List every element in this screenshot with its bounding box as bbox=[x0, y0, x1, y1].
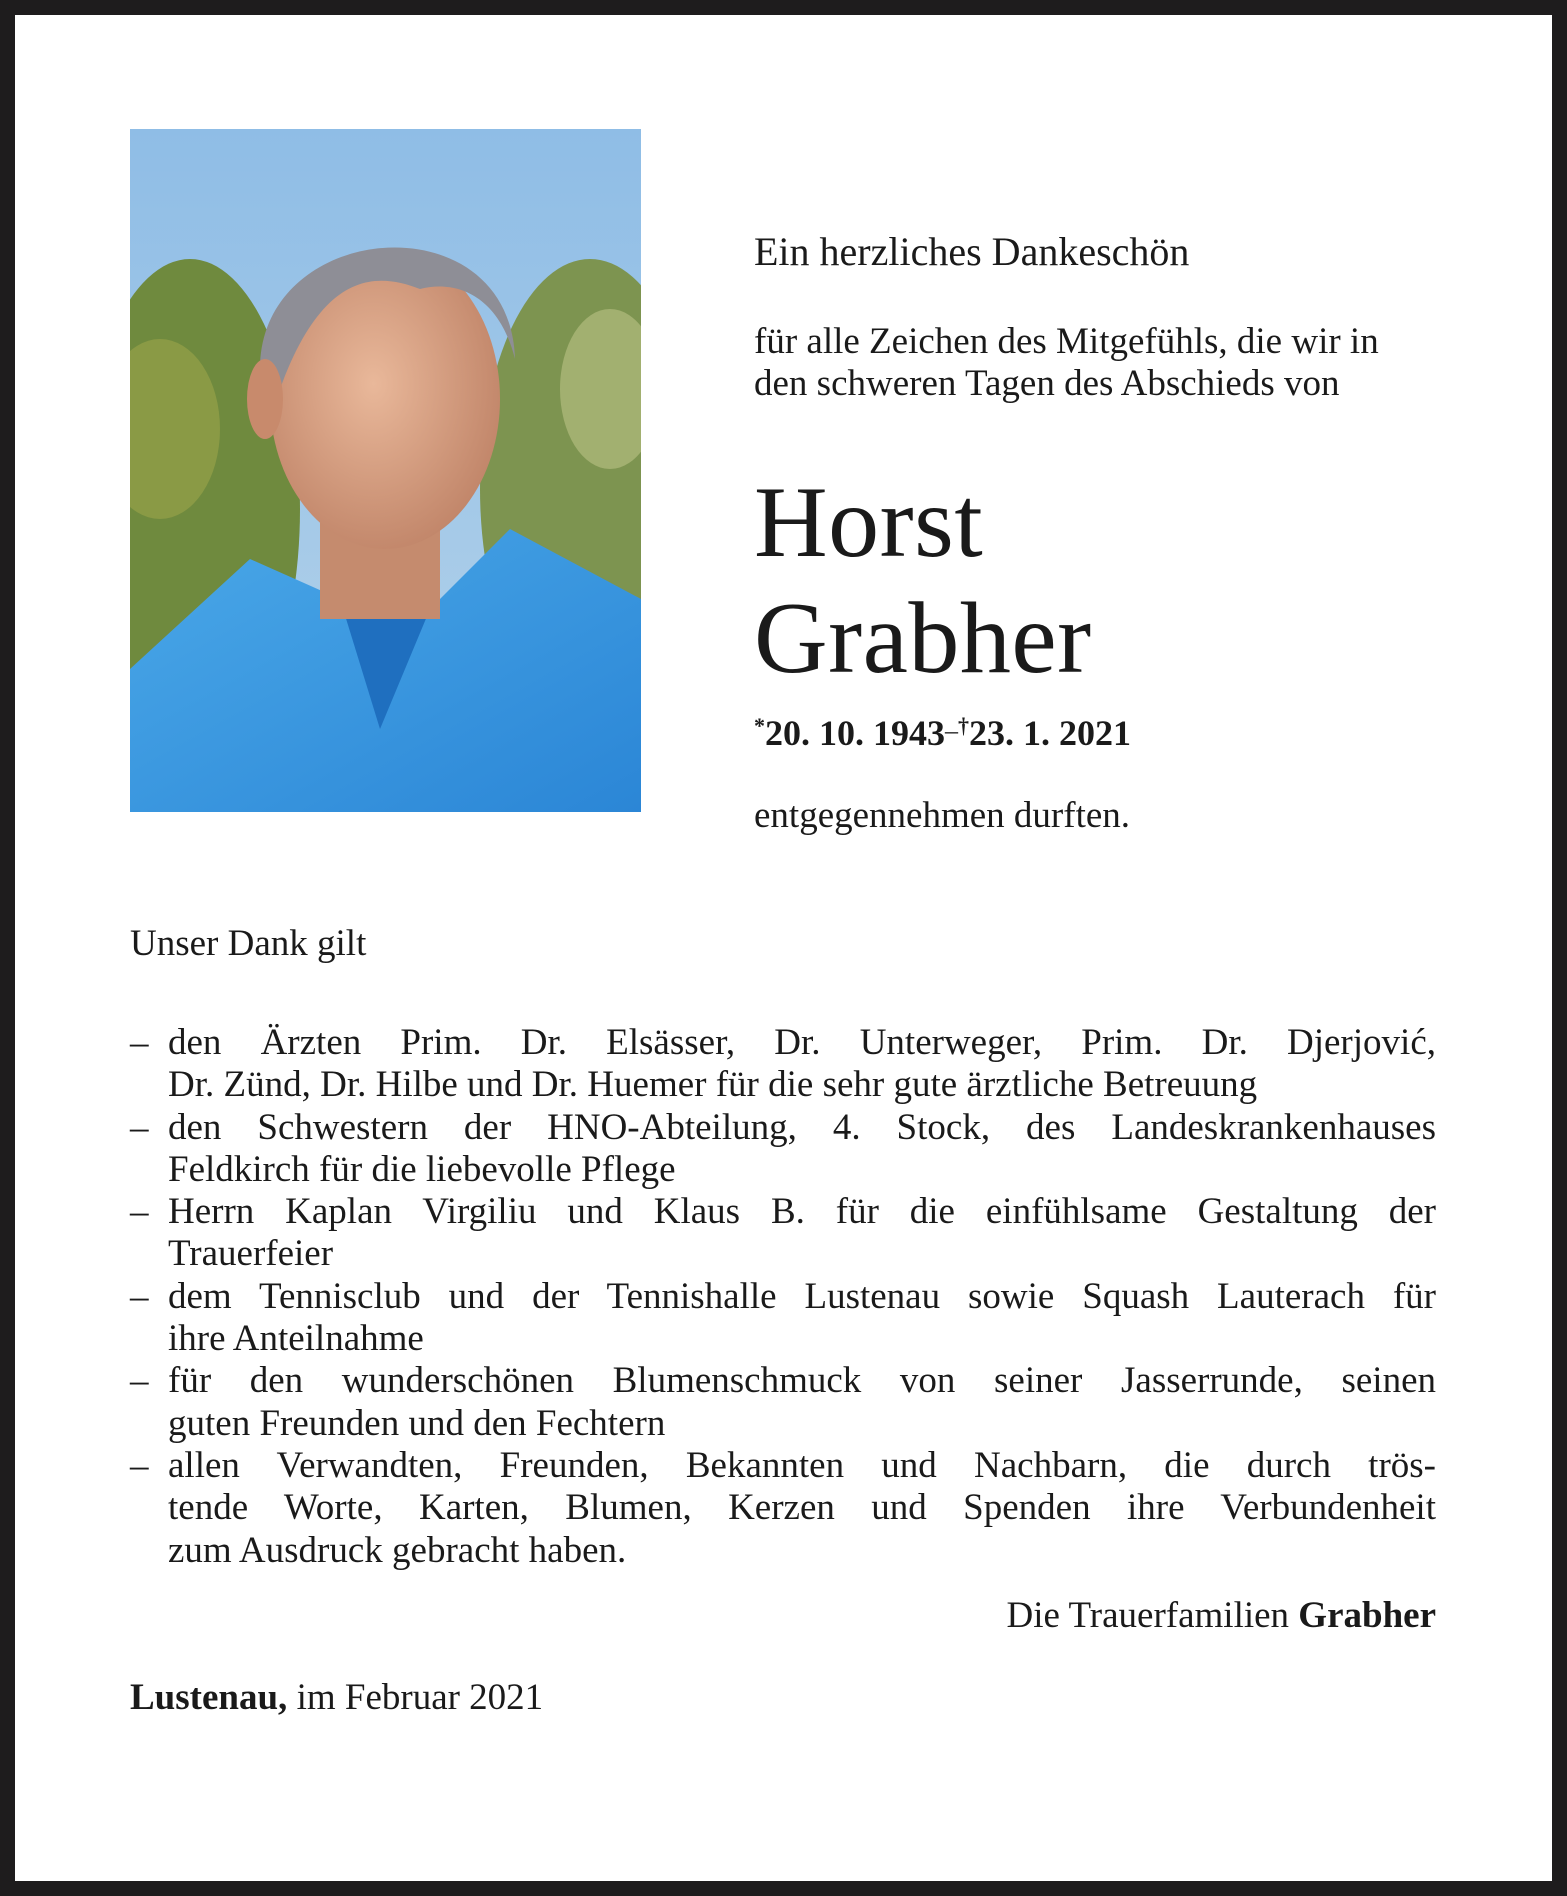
list-dash: – bbox=[130, 1360, 149, 1402]
list-dash: – bbox=[130, 1106, 149, 1148]
date-dash: – bbox=[945, 716, 958, 745]
birth-date: 20. 10. 1943 bbox=[765, 713, 945, 753]
thanks-list-item bbox=[130, 1445, 1436, 1572]
closing-text: entgegennehmen durften. bbox=[754, 795, 1131, 836]
birth-symbol: * bbox=[754, 713, 765, 738]
thanks-list-item bbox=[130, 1107, 1436, 1192]
list-dash: – bbox=[130, 1275, 149, 1317]
list-dash: – bbox=[130, 1022, 149, 1063]
death-symbol: † bbox=[958, 713, 969, 738]
thanks-item-line: Trauerfeier bbox=[168, 1233, 334, 1275]
thanks-item-line: Feldkirch für die liebevolle Pflege bbox=[168, 1148, 676, 1190]
life-dates bbox=[754, 705, 1436, 754]
thanks-item-line: ihre Anteilnahme bbox=[168, 1318, 424, 1360]
signature-family-name: Grabher bbox=[1298, 1595, 1436, 1636]
intro-line: für alle Zeichen des Mitgefühls, die wir in bbox=[754, 321, 1379, 362]
signature bbox=[1006, 1595, 1436, 1637]
date-line: im Februar 2021 bbox=[296, 1677, 544, 1718]
thanks-item-line: den Schwestern der HNO-Abteilung, 4. Stock, des Landeskrankenhauses bbox=[168, 1106, 1436, 1148]
thanks-list-item bbox=[130, 1276, 1436, 1361]
thanks-heading: Unser Dank gilt bbox=[130, 923, 367, 964]
thanks-list-item bbox=[130, 1022, 1436, 1107]
list-dash: – bbox=[130, 1444, 149, 1486]
thanks-item-line: dem Tennisclub und der Tennishalle Lustenau sowie Squash Lauterach für bbox=[168, 1275, 1436, 1317]
place: Lustenau, bbox=[130, 1677, 288, 1718]
intro-line: den schweren Tagen des Abschieds von bbox=[754, 363, 1340, 405]
place-date bbox=[130, 1677, 543, 1719]
thanks-item-line: guten Freunden und den Fechtern bbox=[168, 1402, 666, 1444]
thanks-item-line: tende Worte, Karten, Blumen, Kerzen und Spenden ihre Verbundenheit bbox=[168, 1487, 1436, 1529]
death-date: 23. 1. 2021 bbox=[969, 713, 1131, 753]
thanks-item-line: zum Ausdruck gebracht haben. bbox=[168, 1529, 627, 1571]
thanks-item-line: Herrn Kaplan Virgiliu und Klaus B. für die einfühlsame Gestaltung der bbox=[168, 1191, 1436, 1233]
obituary-page bbox=[15, 15, 1552, 1881]
deceased-name bbox=[754, 465, 1436, 697]
thanks-item-line: für den wunderschönen Blumenschmuck von seiner Jasserrunde, seinen bbox=[168, 1360, 1436, 1402]
thanks-list bbox=[130, 1022, 1436, 1572]
thanks-item-line: den Ärzten Prim. Dr. Elsässer, Dr. Unterweger, Prim. Dr. Djerjović, bbox=[168, 1022, 1436, 1063]
thanks-list-item bbox=[130, 1360, 1436, 1445]
thanks-list-item bbox=[130, 1191, 1436, 1276]
portrait-photo bbox=[130, 129, 641, 812]
list-dash: – bbox=[130, 1191, 149, 1233]
thanks-item-line: allen Verwandten, Freunden, Bekannten und Nachbarn, die durch trös- bbox=[168, 1444, 1436, 1486]
thanks-item-line: Dr. Zünd, Dr. Hilbe und Dr. Huemer für die sehr gute ärztliche Betreuung bbox=[168, 1064, 1258, 1106]
signature-prefix: Die Trauerfamilien bbox=[1006, 1595, 1290, 1636]
last-name: Grabher bbox=[754, 582, 1092, 695]
first-name: Horst bbox=[754, 466, 984, 579]
intro-text bbox=[754, 321, 1436, 406]
thank-you-heading: Ein herzliches Dankeschön bbox=[754, 229, 1190, 274]
